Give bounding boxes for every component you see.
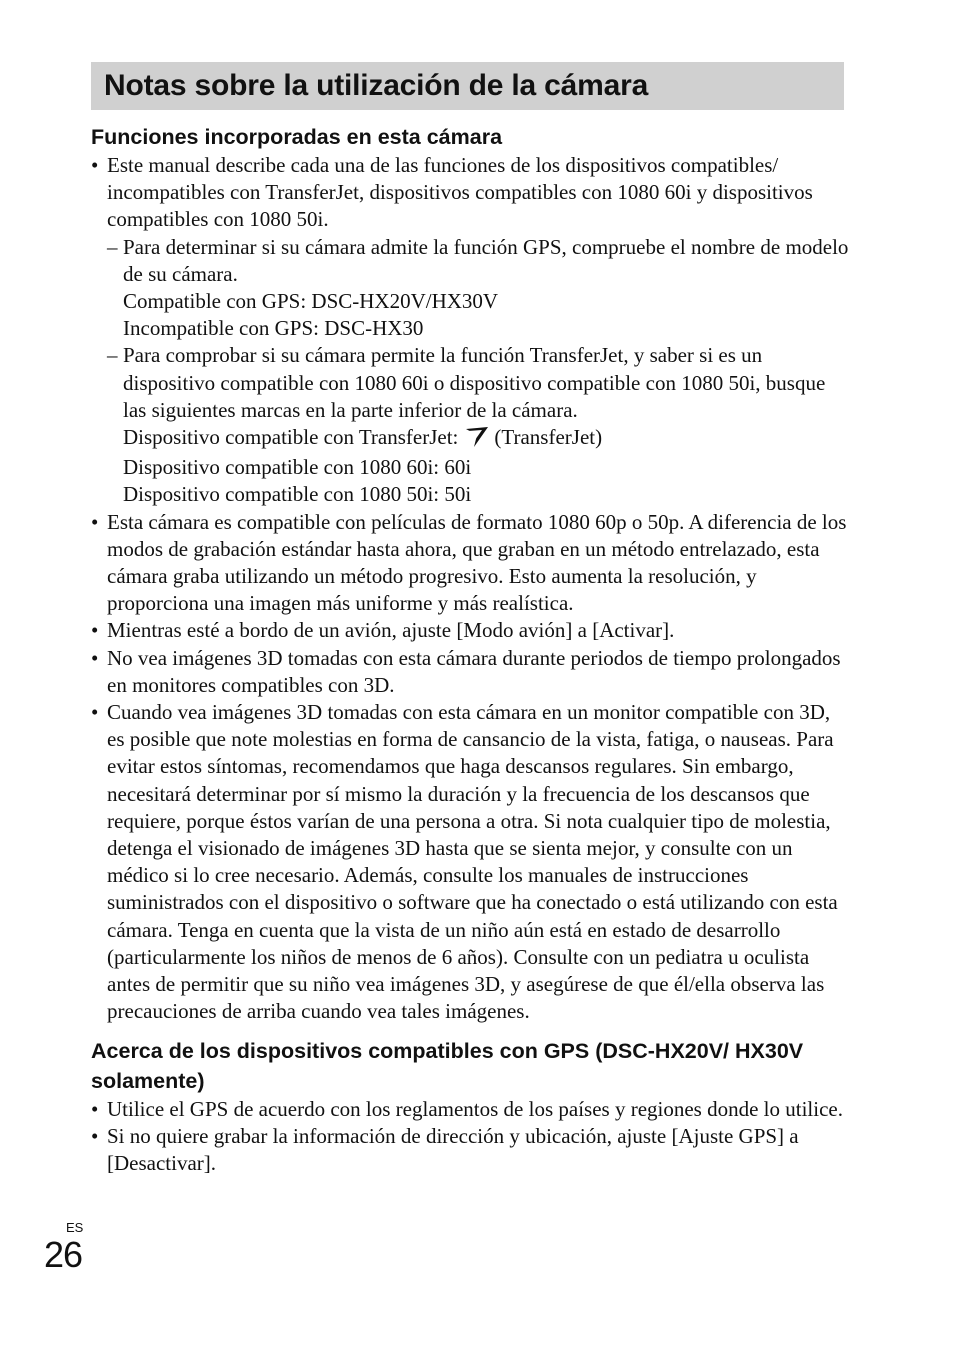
gps-compatible-line: Compatible con GPS: DSC-HX20V/HX30V: [123, 289, 499, 314]
section-heading-functions: Funciones incorporadas en esta cámara: [91, 125, 503, 149]
transferjet-icon: [466, 427, 488, 454]
transferjet-suffix: (TransferJet): [494, 425, 603, 450]
functions-list: [91, 152, 851, 1026]
transferjet-line: [123, 424, 851, 454]
page-number: 26: [44, 1234, 83, 1275]
page-content: [91, 120, 851, 1177]
gps-list: [91, 1096, 851, 1178]
list-item: • Cuando vea imágenes 3D tomadas con esta cámara en un monitor compatible con 3D, es posible que note molestias en forma de cansancio de la vista, fatiga, o nauseas. Para evitar estos síntomas, recomendamos que haga descansos regulares. Sin embargo, necesitará determinar por sí mismo la duración y la frecuencia de los descansos que requiere, porque éstos varían de una persona a otra. Si nota cualquier tipo de molestia, detenga el visionado de imágenes 3D hasta que se sienta mejor, y consulte con un médico si lo cree necesario. Además, consulte los manuales de instrucciones suministrados con el dispositivo o software que ha conectado o está utilizando con esta cámara. Tenga en cuenta que la vista de un niño aún está en estado de desarrollo (particularmente los niños de menos de 6 años). Consulte con un pediatra u oculista antes de permitir que su niño vea imágenes 3D, y asegúrese de que él/ella observa las precauciones de arriba cuando vea tales imágenes.: [91, 699, 851, 1025]
sub-list: [107, 234, 851, 509]
title-bar: [91, 62, 844, 110]
sub-list-item: [107, 234, 851, 343]
section-heading-gps: Acerca de los dispositivos compatibles con GPS (DSC-HX20V/ HX30V solamente): [91, 1038, 804, 1093]
50i-line: Dispositivo compatible con 1080 50i: 50i: [123, 482, 472, 507]
language-code: ES: [66, 1220, 84, 1235]
bullet-text: Este manual describe cada una de las funciones de los dispositivos compatibles/ incompatibles con TransferJet, dispositivos compatibles con 1080 60i y dispositivos compatibles con 1080 50i.: [107, 153, 813, 232]
list-item: [91, 152, 851, 509]
transferjet-label: Dispositivo compatible con TransferJet:: [123, 425, 459, 450]
sub-list-item: [107, 342, 851, 508]
gps-incompatible-line: Incompatible con GPS: DSC-HX30: [123, 316, 424, 341]
list-item: • Utilice el GPS de acuerdo con los reglamentos de los países y regiones donde lo utilice.: [91, 1096, 851, 1123]
dash-text: Para comprobar si su cámara permite la función TransferJet, y saber si es un dispositivo compatible con 1080 60i o dispositivo compatible con 1080 50i, busque las siguientes marcas en la parte inferior de la cámara.: [123, 343, 826, 422]
list-item: • Mientras esté a bordo de un avión, ajuste [Modo avión] a [Activar].: [91, 617, 851, 644]
60i-line: Dispositivo compatible con 1080 60i: 60i: [123, 455, 472, 480]
list-item: • No vea imágenes 3D tomadas con esta cámara durante periodos de tiempo prolongados en monitores compatibles con 3D.: [91, 645, 851, 699]
list-item: • Si no quiere grabar la información de dirección y ubicación, ajuste [Ajuste GPS] a [Desactivar].: [91, 1123, 851, 1177]
dash-text: Para determinar si su cámara admite la función GPS, compruebe el nombre de modelo de su cámara.: [123, 234, 849, 286]
list-item: • Esta cámara es compatible con películas de formato 1080 60p o 50p. A diferencia de los modos de grabación estándar hasta ahora, que graban en un método entrelazado, esta cámara graba utilizando un método progresivo. Esto aumenta la resolución, y proporciona una imagen más uniforme y más realística.: [91, 509, 851, 618]
page-title: Notas sobre la utilización de la cámara: [104, 69, 649, 102]
